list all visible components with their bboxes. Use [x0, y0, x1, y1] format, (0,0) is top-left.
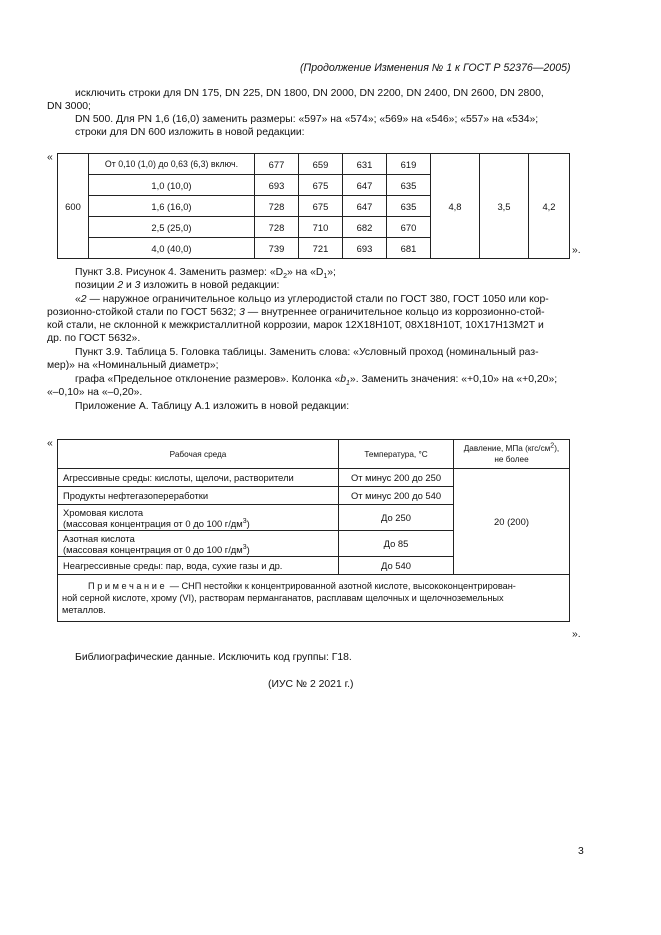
page-header: (Продолжение Изменения № 1 к ГОСТ Р 52376—2005)	[300, 62, 571, 74]
text-span: Пункт 3.8. Рисунок 4. Заменить размер: «D	[75, 267, 284, 278]
medium-cell	[58, 531, 339, 557]
value-cell: 619	[387, 154, 431, 175]
text-span: не более	[494, 455, 529, 464]
text-line	[75, 266, 336, 279]
value-cell: 631	[343, 154, 387, 175]
text-span: b	[340, 374, 347, 385]
temperature-cell: До 85	[339, 531, 454, 557]
text-span: позиции	[75, 280, 118, 291]
note-line	[62, 580, 565, 592]
text-line	[47, 306, 545, 319]
value-cell: 670	[387, 217, 431, 238]
text-span: 3	[239, 307, 245, 318]
note-line: металлов.	[62, 605, 106, 615]
text-span: »;	[327, 267, 336, 278]
text-line: исключить строки для DN 175, DN 225, DN 1800, DN 2000, DN 2200, DN 2400, DN 2600, DN 2800,	[75, 88, 544, 99]
subscript: 1	[346, 380, 350, 388]
text-line	[75, 373, 557, 386]
text-line: мер)» на «Номинальный диаметр»;	[47, 360, 219, 371]
dn600-table	[57, 153, 570, 259]
text-span: — СНП нестойки к концентрированной азотной кислоте, высококонцентрирован-	[167, 581, 516, 591]
value-cell: 675	[299, 175, 343, 196]
text-span: ». Заменить значения: «+0,10» на «+0,20»;	[349, 374, 558, 385]
text-span: 3	[134, 280, 141, 291]
value-cell: 635	[387, 196, 431, 217]
text-span: 2	[117, 280, 124, 291]
text-span: — внутреннее ограничительное кольцо из коррозионно-стой-	[244, 307, 545, 318]
value-cell: 739	[255, 238, 299, 259]
text-line: DN 500. Для PN 1,6 (16,0) заменить размеры: «597» на «574»; «569» на «546»; «557» на «534»;	[75, 114, 539, 125]
pressure-label: От 0,10 (1,0) до 0,63 (6,3) включ.	[89, 154, 255, 175]
value-cell: 728	[255, 217, 299, 238]
table-row	[58, 154, 570, 175]
table-row	[58, 469, 570, 487]
medium-cell: Агрессивные среды: кислоты, щелочи, растворители	[58, 469, 339, 487]
value-cell: 659	[299, 154, 343, 175]
pressure-label: 2,5 (25,0)	[89, 217, 255, 238]
quote-open: «	[47, 438, 53, 449]
value-cell: 647	[343, 196, 387, 217]
temperature-cell: До 540	[339, 557, 454, 575]
note-label: Примечание	[88, 581, 168, 591]
text-line: «–0,10» на «–0,20».	[47, 387, 143, 398]
text-span: )	[246, 517, 250, 529]
pressure-cell: 20 (200)	[454, 469, 570, 575]
subscript: 2	[283, 273, 288, 281]
temperature-cell: От минус 200 до 540	[339, 487, 454, 505]
page-number: 3	[578, 846, 584, 857]
text-span: Хромовая кислота	[63, 506, 144, 518]
text-line: др. по ГОСТ 5632».	[47, 333, 141, 344]
text-line	[75, 279, 279, 292]
text-span: 2	[80, 294, 87, 305]
value-cell: 675	[299, 196, 343, 217]
value-cell: 693	[255, 175, 299, 196]
medium-cell: Неагрессивные среды: пар, вода, сухие газы и др.	[58, 557, 339, 575]
text-span: «	[75, 294, 81, 305]
table-a1	[57, 439, 570, 622]
text-span: (массовая концентрация от 0 до 100 г/дм	[63, 543, 243, 555]
dn-cell: 600	[58, 154, 89, 259]
text-span: розионно-стойкой стали по ГОСТ 5632;	[47, 307, 240, 318]
value-cell: 677	[255, 154, 299, 175]
value-cell: 682	[343, 217, 387, 238]
text-span: (массовая концентрация от 0 до 100 г/дм	[63, 517, 243, 529]
value-cell: 647	[343, 175, 387, 196]
table-note-row	[58, 575, 570, 622]
text-span: » на «D	[287, 267, 324, 278]
quote-close: ».	[572, 245, 581, 256]
text-span: изложить в новой редакции:	[140, 280, 280, 291]
merged-cell: 4,2	[529, 154, 570, 259]
table-header-row	[58, 440, 570, 469]
note-cell	[58, 575, 570, 622]
value-cell: 721	[299, 238, 343, 259]
header-temperature: Температура, °С	[339, 440, 454, 469]
text-span: Азотная кислота	[63, 532, 135, 544]
subscript: 1	[323, 273, 328, 281]
text-line	[75, 293, 549, 306]
note-line: ной серной кислоте, хрому (VI), растворам перманганатов, расплавам щелочных и щелочноземельных	[62, 593, 504, 603]
text-span: Давление, МПа (кгс/см	[463, 444, 551, 453]
value-cell: 635	[387, 175, 431, 196]
superscript: 2	[550, 442, 555, 450]
header-pressure	[454, 440, 570, 469]
temperature-cell: От минус 200 до 250	[339, 469, 454, 487]
medium-cell: Продукты нефтегазопереработки	[58, 487, 339, 505]
text-line: Библиографические данные. Исключить код группы: Г18.	[75, 652, 352, 663]
pressure-label: 1,0 (10,0)	[89, 175, 255, 196]
text-span: графа «Предельное отклонение размеров». Колонка «	[75, 374, 341, 385]
text-span: )	[246, 543, 250, 555]
quote-open: «	[47, 152, 53, 163]
value-cell: 681	[387, 238, 431, 259]
medium-cell	[58, 505, 339, 531]
quote-close: ».	[572, 629, 581, 640]
header-medium: Рабочая среда	[58, 440, 339, 469]
merged-cell: 4,8	[431, 154, 480, 259]
value-cell: 693	[343, 238, 387, 259]
value-cell: 710	[299, 217, 343, 238]
pressure-label: 1,6 (16,0)	[89, 196, 255, 217]
text-line: строки для DN 600 изложить в новой редакции:	[75, 127, 305, 138]
text-line: Приложение А. Таблицу А.1 изложить в новой редакции:	[75, 401, 350, 412]
text-span: ),	[554, 444, 560, 453]
merged-cell: 3,5	[480, 154, 529, 259]
text-line: кой стали, не склонной к межкристаллитной коррозии, марок 12Х18Н10Т, 08Х18Н10Т, 10Х17Н13М2Т и	[47, 320, 544, 331]
pressure-label: 4,0 (40,0)	[89, 238, 255, 259]
text-span: и	[123, 280, 135, 291]
superscript: 3	[242, 517, 247, 525]
text-line: DN 3000;	[47, 101, 91, 112]
text-span: — наружное ограничительное кольцо из углеродистой стали по ГОСТ 380, ГОСТ 1050 или кор-	[86, 294, 549, 305]
ius-reference: (ИУС № 2 2021 г.)	[268, 679, 354, 690]
superscript: 3	[242, 543, 247, 551]
temperature-cell: До 250	[339, 505, 454, 531]
text-line: Пункт 3.9. Таблица 5. Головка таблицы. Заменить слова: «Условный проход (номинальный раз-	[75, 347, 539, 358]
value-cell: 728	[255, 196, 299, 217]
